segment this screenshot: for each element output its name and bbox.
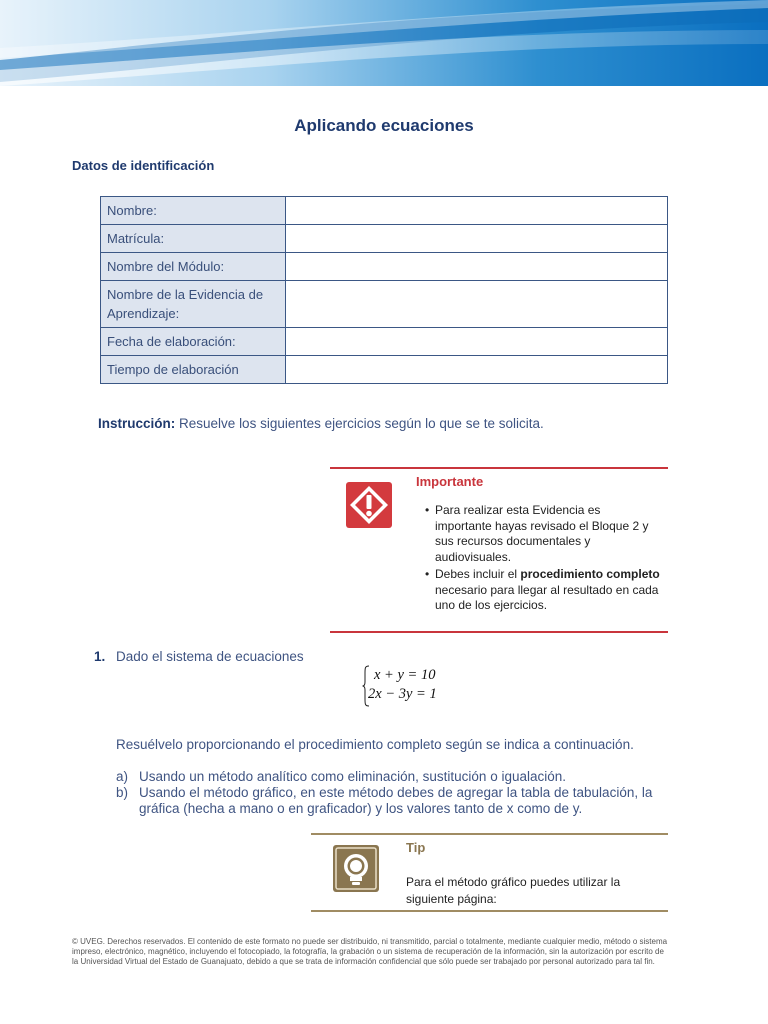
copyright-footer: © UVEG. Derechos reservados. El contenido de este formato no puede ser distribuido, ni transmitido, parcial o totalmente, mediante cualquier medio, método o sistema impreso, electrónico, magnético, incluyendo el fotocopiado, la fotografía, la grabación o un sistema de recuperación de la información, sin la autorización por escrito de la Universidad Virtual del Estado de Guanajuato, debido a que se trata de información confidencial que sólo puede ser trabajado por personal autorizado para tal fin. bbox=[72, 937, 668, 966]
date-field[interactable] bbox=[286, 328, 668, 356]
tip-title: Tip bbox=[406, 840, 426, 855]
row-label: Fecha de elaboración: bbox=[101, 328, 286, 356]
option-text: Usando el método gráfico, en este método debes de agregar la tabla de tabulación, la gráfica (hecha a mano o en graficador) y los valores tanto de x como de y. bbox=[139, 785, 653, 816]
question-options bbox=[116, 769, 676, 817]
time-field[interactable] bbox=[286, 356, 668, 384]
list-item bbox=[426, 567, 660, 614]
question-text: Dado el sistema de ecuaciones bbox=[116, 649, 304, 664]
alert-icon bbox=[346, 482, 392, 528]
row-label: Tiempo de elaboración bbox=[101, 356, 286, 384]
important-title: Importante bbox=[416, 474, 484, 489]
list-item-text: Debes incluir el bbox=[435, 567, 521, 581]
header-banner bbox=[0, 0, 768, 96]
option-a bbox=[116, 769, 676, 785]
row-label: Nombre: bbox=[101, 197, 286, 225]
table-row bbox=[101, 225, 668, 253]
instruction-label: Instrucción: bbox=[98, 416, 176, 431]
table-row bbox=[101, 253, 668, 281]
list-item-text: necesario para llegar al resultado en cada uno de los ejercicios. bbox=[435, 582, 659, 612]
instruction-text: Resuelve los siguientes ejercicios según lo que se te solicita. bbox=[179, 416, 544, 431]
matricula-field[interactable] bbox=[286, 225, 668, 253]
question-instruction: Resuélvelo proporcionando el procedimiento completo según se indica a continuación. bbox=[116, 737, 634, 752]
module-name-field[interactable] bbox=[286, 253, 668, 281]
equation-2: 2x − 3y = 1 bbox=[368, 686, 437, 702]
tip-text: Para el método gráfico puedes utilizar la siguiente página: bbox=[406, 875, 621, 906]
equation-1: x + y = 10 bbox=[374, 667, 436, 683]
list-item-bold: procedimiento completo bbox=[520, 567, 660, 581]
document-title: Aplicando ecuaciones bbox=[294, 116, 474, 135]
row-label: Matrícula: bbox=[101, 225, 286, 253]
row-label: Nombre del Módulo: bbox=[101, 253, 286, 281]
tip-callout bbox=[311, 833, 668, 912]
table-row bbox=[101, 197, 668, 225]
option-letter: a) bbox=[116, 769, 129, 784]
list-item: • Para realizar esta Evidencia es importante hayas revisado el Bloque 2 y sus recursos documentales y audiovisuales. bbox=[426, 503, 660, 565]
name-field[interactable] bbox=[286, 197, 668, 225]
important-list bbox=[426, 503, 660, 616]
equation-system bbox=[362, 665, 472, 707]
option-text: Usando un método analítico como eliminación, sustitución o igualación. bbox=[139, 769, 566, 784]
identification-table bbox=[100, 196, 668, 384]
evidence-name-field[interactable] bbox=[286, 281, 668, 328]
question-number: 1. bbox=[94, 649, 106, 664]
table-row bbox=[101, 281, 668, 328]
option-letter: b) bbox=[116, 785, 129, 800]
instruction bbox=[98, 416, 544, 431]
option-b bbox=[116, 785, 676, 817]
important-callout bbox=[330, 467, 668, 633]
table-row bbox=[101, 356, 668, 384]
wave-banner-graphic bbox=[0, 0, 768, 96]
row-label: Nombre de la Evidencia de Aprendizaje: bbox=[101, 281, 286, 328]
lightbulb-icon bbox=[333, 845, 379, 892]
section-heading: Datos de identificación bbox=[72, 158, 215, 173]
table-row bbox=[101, 328, 668, 356]
